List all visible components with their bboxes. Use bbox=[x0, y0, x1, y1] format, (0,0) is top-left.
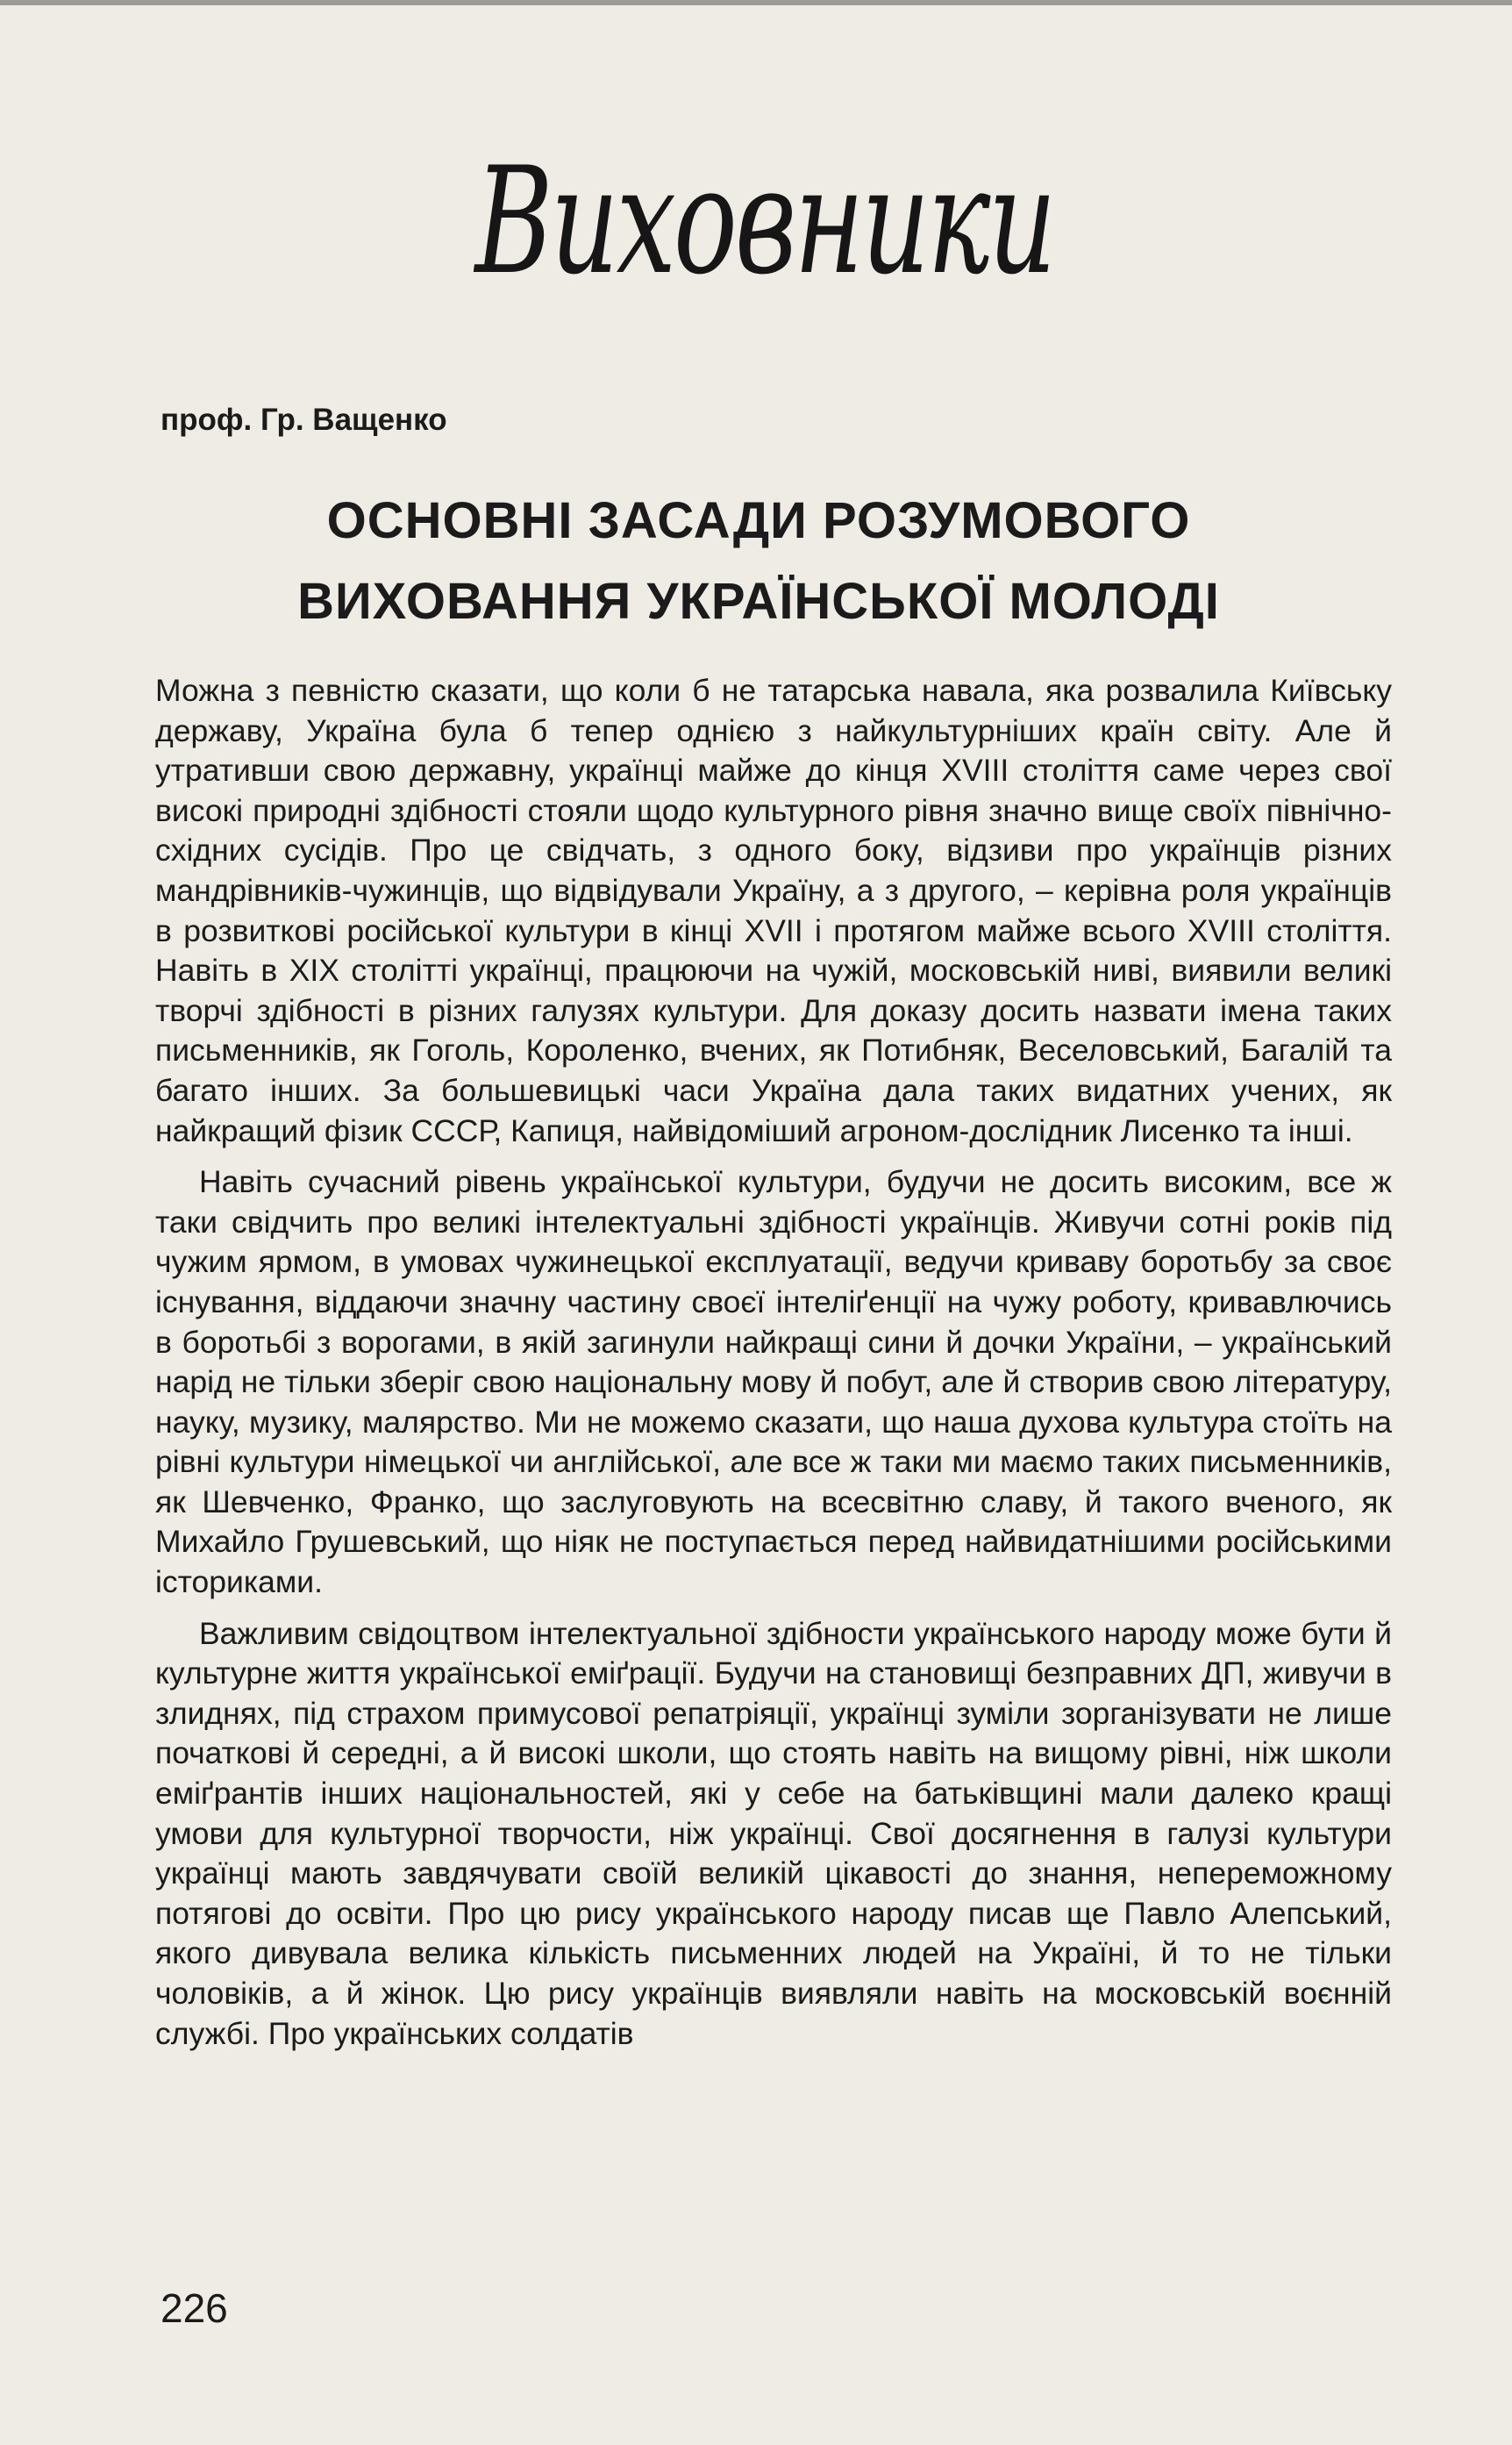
article-title-line-2: ВИХОВАННЯ УКРАЇНСЬКОЇ МОЛОДІ bbox=[297, 573, 1220, 630]
top-edge-rule bbox=[0, 0, 1512, 5]
author-line: проф. Гр. Ващенко bbox=[160, 403, 447, 437]
section-heading: Виховники bbox=[474, 135, 1054, 307]
page-number: 226 bbox=[160, 2285, 228, 2331]
paragraph-2: Навіть сучасний рівень української культури, будучи не досить високим, все ж таки свідчить про великі інтелектуальні здібності українців. Живучи сотні років під чужим ярмом, в умовах чужинецької експлуатації, ведучи криваву боротьбу за своє існування, віддаючи значну частину своєї інтеліґенції на чужу роботу, кривавлючись в боротьбі з ворогами, в якій загинули найкращі сини й дочки України, – український нарід не тільки зберіг свою національну мову й побут, але й створив свою літературу, науку, музику, малярство. Ми не можемо сказати, що наша духова культура стоїть на рівні культури німецької чи англійської, але все ж таки ми маємо таких письменників, як Шевченко, Франко, що заслуговують на всесвітню славу, й такого вченого, як Михайло Грушевський, що ніяк не поступається перед найвидатнішими російськими істориками. bbox=[155, 1164, 1392, 1600]
article-title bbox=[123, 481, 1394, 642]
paragraph-1: Можна з певністю сказати, що коли б не татарська навала, яка розвалила Київську державу, Україна була б тепер однією з найкультурніших країн світу. Але й утративши свою державну, українці майже до кінця XVIII століття саме через свої високі природні здібності стояли щодо культурного рівня значно вище своїх північно-східних сусідів. Про це свідчать, з одного боку, відзиви про українців різних мандрівників-чужинців, що відвідували Україну, а з другого, – керівна роля українців в розвиткові російської культури в кінці XVII і протягом майже всього XVIII століття. Навіть в XIX столітті українці, працюючи на чужій, московській ниві, виявили великі творчі здібності в різних галузях культури. Для доказу досить назвати імена таких письменників, як Гоголь, Короленко, вчених, як Потибняк, Веселовський, Багалій та багато інших. За большевицькі часи Україна дала таких видатних учених, як найкращий фізик СССР, Капиця, найвідоміший агроном-дослідник Лисенко та інші. bbox=[155, 673, 1392, 1148]
article-body bbox=[155, 671, 1392, 2065]
paragraph-3: Важливим свідоцтвом інтелектуальної здібности українського народу може бути й культурне життя української еміґрації. Будучи на становищі безправних ДП, живучи в злиднях, під страхом примусової репатріяції, українці зуміли зорганізувати не лише початкові й середні, а й високі школи, що стоять навіть на вищому рівні, ніж школи еміґрантів інших національностей, які у себе на батьківщині мали далеко кращі умови для культурної творчости, ніж українці. Свої досягнення в галузі культури українці мають завдячувати своїй великій цікавості до знання, непереможному потягові до освіти. Про цю рису українського народу писав ще Павло Алепський, якого дивувала велика кількість письменних людей на Україні, й то не тільки чоловіків, а й жінок. Цю рису українців виявляли навіть на московській воєнній службі. Про українських солдатів bbox=[155, 1615, 1392, 2051]
article-title-line-1: ОСНОВНІ ЗАСАДИ РОЗУМОВОГО bbox=[326, 492, 1191, 549]
